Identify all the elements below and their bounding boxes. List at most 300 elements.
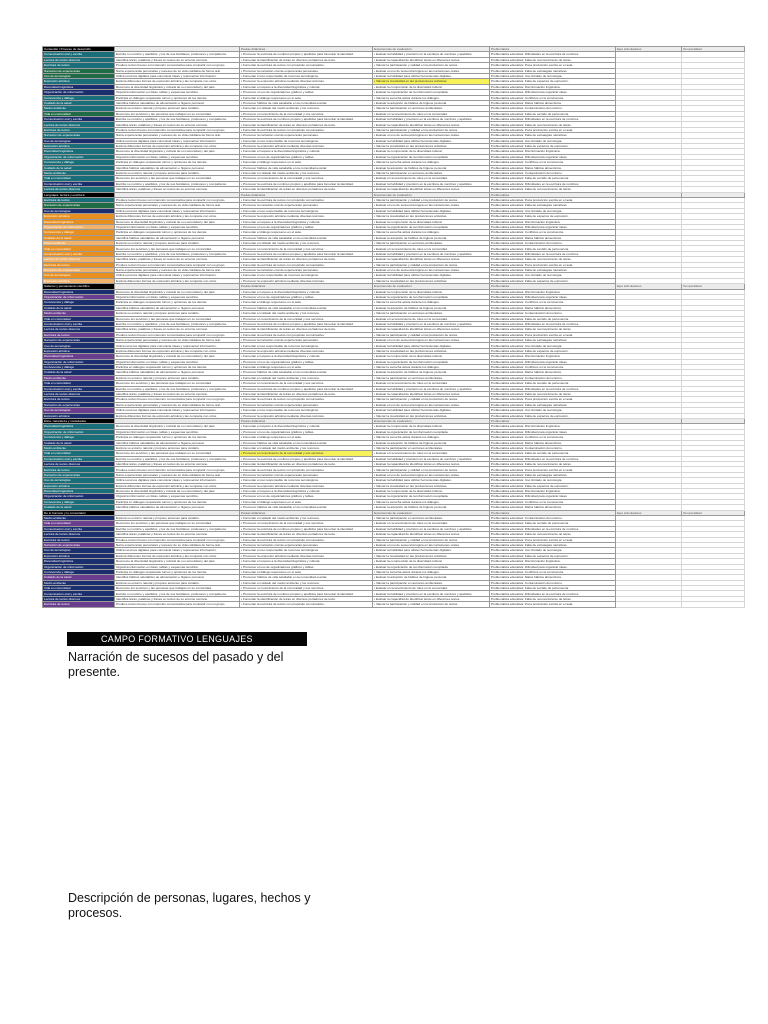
row-label: Uso de tecnologías [43, 208, 115, 213]
table-cell: Reconoce los servicios y las personas que trabajan en su comunidad. [115, 521, 240, 526]
table-cell: Organiza información en listas, tablas y esquemas sencillos. [115, 494, 240, 499]
table-cell: • Valorar la participación y calidad en la producción de textos. [373, 467, 490, 472]
table-cell: Organiza información en listas, tablas y esquemas sencillos. [115, 90, 240, 95]
row-label: Vida en comunidad [43, 111, 115, 116]
row-label: Cuidado de la salud [43, 370, 115, 375]
table-cell: Explora su entorno natural y propone acciones para cuidarlo. [115, 170, 240, 175]
table-cell: • Fomentar la escritura de textos con propósito comunicativo. [240, 197, 373, 202]
table-cell: • Fomentar la identificación de letras en diversos portadores de texto. [240, 187, 373, 192]
row-label: Uso de tecnologías [43, 343, 115, 348]
table-cell: • Fomentar el respeto a la diversidad lingüística y cultural. [240, 289, 373, 294]
row-label: Diversidad lingüística [43, 219, 115, 224]
table-cell: • Evaluar la habilidad y precisión en la escritura de nombres y apellidos. [373, 251, 490, 256]
row-label: Lectura de textos diversos [43, 122, 115, 127]
table-cell: Participa en diálogos respetando turnos y opiniones de los demás. [115, 365, 240, 370]
table-cell: Utiliza recursos digitales para comunicar ideas y representar información. [115, 138, 240, 143]
table-cell: • Evaluar la habilidad y precisión en la escritura de nombres y apellidos. [373, 52, 490, 57]
header-cell: Ejes articuladores [616, 47, 682, 52]
table-cell: • Promover la narración oral de experiencias personales. [240, 268, 373, 273]
table-cell: Problemática educativa: Poca producción escrita en el aula. [490, 262, 616, 267]
table-cell: Problemática educativa: Contaminación del entorno. [490, 445, 616, 450]
table-cell: Problemática educativa: Falta de sentido de pertenencia. [490, 586, 616, 591]
table-cell: Utiliza recursos digitales para comunicar ideas y representar información. [115, 73, 240, 78]
table-cell: Problemática educativa: Dificultades en la escritura de nombres. [490, 526, 616, 531]
table-cell: • Evaluar la comprensión de la diversidad cultural. [373, 489, 490, 494]
table-cell: Problemática educativa: Falta de sentido de pertenencia. [490, 176, 616, 181]
row-label: Medio ambiente [43, 241, 115, 246]
row-label: Escritura de textos [43, 63, 115, 68]
header-cell: Ejes articuladores [616, 510, 682, 515]
table-cell: Reconoce los servicios y las personas que trabajan en su comunidad. [115, 111, 240, 116]
table-cell: Explora diferentes formas de expresión artística y las comparte con otros. [115, 553, 240, 558]
row-label: Medio ambiente [43, 515, 115, 520]
table-cell: • Fomentar el respeto a la diversidad lingüística y cultural. [240, 559, 373, 564]
table-cell: Problemática educativa: Falta de espacios de expresión. [490, 483, 616, 488]
table-cell: • Evaluar la capacidad de identificar letras en diferentes textos. [373, 532, 490, 537]
table-cell: Explora su entorno natural y propone acciones para cuidarlo. [115, 375, 240, 380]
header-cell: Experiencias de evaluación [373, 510, 490, 515]
table-cell: Problemática educativa: Conflictos en la convivencia. [490, 95, 616, 100]
table-cell: Problemática educativa: Falta de estrategias narrativas. [490, 338, 616, 343]
row-label: Expresión artística [43, 483, 115, 488]
table-cell: • Fomentar el respeto a la diversidad lingüística y cultural. [240, 354, 373, 359]
row-label: Narración de experiencias [43, 203, 115, 208]
table-cell: • Promover la narración oral de experiencias personales. [240, 133, 373, 138]
table-cell: • Evaluar el uso de secuencia lógica en las narraciones orales. [373, 203, 490, 208]
table-cell: • Evaluar la comprensión de la diversidad cultural. [373, 149, 490, 154]
table-cell: Utiliza recursos digitales para comunicar ideas y representar información. [115, 208, 240, 213]
table-cell: Organiza información en listas, tablas y esquemas sencillos. [115, 564, 240, 569]
row-label: Cuidado de la salud [43, 305, 115, 310]
row-label: Organización de información [43, 224, 115, 229]
row-label: Lectura de textos diversos [43, 462, 115, 467]
table-cell: • Promover la escritura de nombres propios y apellidos para fomentar la identidad. [240, 251, 373, 256]
table-cell: • Evaluar el uso de secuencia lógica en las narraciones orales. [373, 542, 490, 547]
section-title: CAMPO FORMATIVO LENGUAJES [67, 632, 307, 646]
table-cell: • Evaluar la adopción de hábitos de higiene personal. [373, 370, 490, 375]
row-label: Comunicación oral y escrita [43, 591, 115, 596]
table-cell: Problemática educativa: Discriminación lingüística. [490, 559, 616, 564]
table-cell: • Valorar la escucha activa durante los diálogos. [373, 160, 490, 165]
table-cell: • Evaluar el reconocimiento de roles en la comunidad. [373, 176, 490, 181]
table-cell: • Fomentar el diálogo respetuoso en el aula. [240, 95, 373, 100]
row-label: Narración de experiencias [43, 68, 115, 73]
table-cell: • Evaluar la habilidad y precisión en la escritura de nombres y apellidos. [373, 591, 490, 596]
row-label: Vida en comunidad [43, 586, 115, 591]
table-cell: Problemática educativa: Malos hábitos alimenticios. [490, 235, 616, 240]
table-cell: • Valorar la creatividad en las producciones artísticas. [373, 144, 490, 149]
row-label: Organización de información [43, 359, 115, 364]
table-cell: Problemática educativa: Falta de espacios de expresión. [490, 413, 616, 418]
table-cell: • Evaluar la comprensión de la diversidad cultural. [373, 559, 490, 564]
row-label: Comunicación oral y escrita [43, 251, 115, 256]
table-cell: Escribe su nombre y apellidos, y los de sus familiares, profesores y compañeros. [115, 526, 240, 531]
table-cell: • Evaluar la adopción de hábitos de higiene personal. [373, 100, 490, 105]
curriculum-table [42, 46, 745, 608]
row-label: Comunicación oral y escrita [43, 526, 115, 531]
table-cell: Problemática educativa: Contaminación del entorno. [490, 580, 616, 585]
table-cell: Problemática educativa: Falta de sentido de pertenencia. [490, 246, 616, 251]
table-cell: • Fomentar el cuidado del medio ambiente y los recursos. [240, 375, 373, 380]
table-cell: Explora su entorno natural y propone acciones para cuidarlo. [115, 311, 240, 316]
table-cell: • Fomentar el uso responsable de recursos tecnológicos. [240, 138, 373, 143]
table-cell: • Fomentar el cuidado del medio ambiente y los recursos. [240, 515, 373, 520]
table-cell: • Fomentar el cuidado del medio ambiente y los recursos. [240, 241, 373, 246]
caption-description: Descripción de personas, lugares, hechos y procesos. [68, 891, 311, 920]
table-cell: Problemática educativa: Dificultades en la escritura de nombres. [490, 386, 616, 391]
row-label: Comunicación oral y escrita [43, 456, 115, 461]
table-cell: • Valorar la creatividad en las producciones artísticas. [373, 483, 490, 488]
table-cell: Produce textos breves con intención comunicativa para compartir con su grupo. [115, 262, 240, 267]
table-cell: Problemática educativa: Conflictos en la convivencia. [490, 230, 616, 235]
table-cell: Organiza información en listas, tablas y esquemas sencillos. [115, 154, 240, 159]
header-cell: Experiencias de evaluación [373, 284, 490, 289]
row-label: Vida en comunidad [43, 316, 115, 321]
row-label: Medio ambiente [43, 375, 115, 380]
row-label: Organización de información [43, 90, 115, 95]
row-label: Organización de información [43, 429, 115, 434]
table-cell: • Fomentar el respeto a la diversidad lingüística y cultural. [240, 219, 373, 224]
table-cell: • Valorar la creatividad en las producciones artísticas. [373, 214, 490, 219]
row-label: Cuidado de la salud [43, 440, 115, 445]
header-cell: Experiencias de evaluación [373, 47, 490, 52]
row-label: Narración de experiencias [43, 472, 115, 477]
row-label: Escritura de textos [43, 197, 115, 202]
table-cell: Explora su entorno natural y propone acciones para cuidarlo. [115, 445, 240, 450]
table-cell: • Evaluar la organización de la información recopilada. [373, 294, 490, 299]
row-label: Diversidad lingüística [43, 424, 115, 429]
table-cell: • Fomentar la identificación de letras en diversos portadores de texto. [240, 532, 373, 537]
table-cell: Problemática educativa: Falta de espacios de expresión. [490, 214, 616, 219]
table-cell: Reconoce los servicios y las personas que trabajan en su comunidad. [115, 586, 240, 591]
table-cell: Problemática educativa: Falta de espacios de expresión. [490, 553, 616, 558]
table-cell: Problemática educativa: Malos hábitos alimenticios. [490, 370, 616, 375]
table-cell: • Promover la escritura de nombres propios y apellidos para fomentar la identidad. [240, 386, 373, 391]
row-label: Escritura de textos [43, 127, 115, 132]
table-cell: Identifica hábitos saludables de alimentación e higiene personal. [115, 505, 240, 510]
table-cell: • Promover la expresión artística mediante diversas técnicas. [240, 483, 373, 488]
table-cell: Escribe su nombre y apellidos, y los de sus familiares, profesores y compañeros. [115, 181, 240, 186]
row-label: Escritura de textos [43, 537, 115, 542]
table-cell: • Evaluar la adopción de hábitos de higiene personal. [373, 505, 490, 510]
table-cell: • Fomentar la escritura de textos con propósito comunicativo. [240, 602, 373, 607]
table-cell: • Promover el uso de organizadores gráficos y tablas. [240, 294, 373, 299]
table-cell: • Promover la expresión artística mediante diversas técnicas. [240, 278, 373, 283]
table-cell: Problemática educativa: Malos hábitos alimenticios. [490, 505, 616, 510]
table-cell: • Evaluar la habilidad y precisión en la escritura de nombres y apellidos. [373, 117, 490, 122]
table-cell: • Fomentar el uso responsable de recursos tecnológicos. [240, 548, 373, 553]
table-cell: • Fomentar la escritura de textos con propósito comunicativo. [240, 332, 373, 337]
table-cell: Problemática educativa: Malos hábitos alimenticios. [490, 165, 616, 170]
table-cell: Escribe su nombre y apellidos, y los de sus familiares, profesores y compañeros. [115, 52, 240, 57]
row-label: Organización de información [43, 154, 115, 159]
header-cell: Temporalidad [682, 47, 745, 52]
table-cell: Problemática educativa: Dificultad para organizar ideas. [490, 294, 616, 299]
table-cell: • Valorar la creatividad en las producciones artísticas. [373, 348, 490, 353]
table-cell: • Evaluar la capacidad de identificar letras en diferentes textos. [373, 392, 490, 397]
curriculum-table-body [43, 47, 745, 608]
table-cell: • Valorar la creatividad en las producciones artísticas. [373, 278, 490, 283]
table-cell: • Promover la expresión artística mediante diversas técnicas. [240, 79, 373, 84]
table-cell: Produce textos breves con intención comunicativa para compartir con su grupo. [115, 197, 240, 202]
table-cell: • Promover la narración oral de experiencias personales. [240, 542, 373, 547]
row-label: Convivencia y diálogo [43, 300, 115, 305]
table-cell: Problemática educativa: Dificultades en la escritura de nombres. [490, 52, 616, 57]
table-cell: • Fomentar el respeto a la diversidad lingüística y cultural. [240, 149, 373, 154]
table-cell: • Fomentar el diálogo respetuoso en el aula. [240, 160, 373, 165]
table-cell: Problemática educativa: Conflictos en la convivencia. [490, 569, 616, 574]
table-cell: Narra experiencias personales y sucesos de su vida cotidiana de forma oral. [115, 542, 240, 547]
table-cell: • Evaluar la habilidad para utilizar herramientas digitales. [373, 548, 490, 553]
table-cell: • Valorar la participación en acciones ambientales. [373, 580, 490, 585]
row-label: Lectura de textos diversos [43, 532, 115, 537]
header-cell: Temporalidad [682, 510, 745, 515]
table-cell: Participa en diálogos respetando turnos y opiniones de los demás. [115, 300, 240, 305]
table-cell: Problemática educativa: Uso limitado de tecnología. [490, 208, 616, 213]
table-cell: • Fomentar el cuidado del medio ambiente y los recursos. [240, 170, 373, 175]
table-cell: Identifica letras, palabras y frases en textos de su entorno cercano. [115, 257, 240, 262]
table-cell: • Valorar la creatividad en las producciones artísticas. [373, 413, 490, 418]
table-cell: Problemática educativa: Conflictos en la convivencia. [490, 365, 616, 370]
table-cell: Identifica letras, palabras y frases en textos de su entorno cercano. [115, 532, 240, 537]
table-cell: Produce textos breves con intención comunicativa para compartir con su grupo. [115, 332, 240, 337]
table-cell: Problemática educativa: Contaminación del entorno. [490, 170, 616, 175]
table-cell: Problemática educativa: Falta de sentido de pertenencia. [490, 316, 616, 321]
table-cell: Problemática educativa: Falta de espacios de expresión. [490, 348, 616, 353]
table-cell: Participa en diálogos respetando turnos y opiniones de los demás. [115, 569, 240, 574]
table-cell: Produce textos breves con intención comunicativa para compartir con su grupo. [115, 127, 240, 132]
row-label: Expresión artística [43, 214, 115, 219]
row-label: Uso de tecnologías [43, 138, 115, 143]
table-cell: • Fomentar la escritura de textos con propósito comunicativo. [240, 537, 373, 542]
table-cell: • Promover hábitos de vida saludable en la comunidad escolar. [240, 305, 373, 310]
row-label: Uso de tecnologías [43, 548, 115, 553]
table-cell: Reconoce la diversidad lingüística y cultural de su comunidad y del país. [115, 219, 240, 224]
table-cell: Explora diferentes formas de expresión artística y las comparte con otros. [115, 144, 240, 149]
table-cell: Problemática educativa: Falta de reconocimiento de letras. [490, 257, 616, 262]
table-cell: • Fomentar el uso responsable de recursos tecnológicos. [240, 343, 373, 348]
table-cell: • Valorar la creatividad en las producciones artísticas. [373, 553, 490, 558]
table-cell: Problemática educativa: Contaminación del entorno. [490, 106, 616, 111]
table-cell: Participa en diálogos respetando turnos y opiniones de los demás. [115, 435, 240, 440]
row-label: Convivencia y diálogo [43, 435, 115, 440]
table-cell: • Valorar la participación y calidad en la producción de textos. [373, 127, 490, 132]
block-label: Ética, naturaleza y sociedades [43, 418, 115, 423]
table-cell: Problemática educativa: Dificultad para organizar ideas. [490, 494, 616, 499]
table-cell: • Promover la narración oral de experiencias personales. [240, 203, 373, 208]
table-cell: • Valorar la participación en acciones ambientales. [373, 375, 490, 380]
table-cell: • Evaluar la habilidad para utilizar herramientas digitales. [373, 73, 490, 78]
table-cell: Identifica letras, palabras y frases en textos de su entorno cercano. [115, 327, 240, 332]
table-cell: Problemática educativa: Malos hábitos alimenticios. [490, 100, 616, 105]
row-label: Vida en comunidad [43, 451, 115, 456]
table-cell: • Fomentar el uso responsable de recursos tecnológicos. [240, 478, 373, 483]
table-cell: Participa en diálogos respetando turnos y opiniones de los demás. [115, 230, 240, 235]
row-label: Escritura de textos [43, 467, 115, 472]
row-label: Cuidado de la salud [43, 235, 115, 240]
table-cell: • Evaluar la organización de la información recopilada. [373, 154, 490, 159]
table-cell: Escribe su nombre y apellidos, y los de sus familiares, profesores y compañeros. [115, 321, 240, 326]
table-cell: • Fomentar el respeto a la diversidad lingüística y cultural. [240, 84, 373, 89]
row-label: Escritura de textos [43, 397, 115, 402]
table-cell: • Fomentar el diálogo respetuoso en el aula. [240, 230, 373, 235]
table-cell: • Evaluar el uso de secuencia lógica en las narraciones orales. [373, 402, 490, 407]
row-label: Convivencia y diálogo [43, 569, 115, 574]
row-label: Medio ambiente [43, 106, 115, 111]
table-cell: • Evaluar la organización de la información recopilada. [373, 359, 490, 364]
table-cell: Problemática educativa: Poca producción escrita en el aula. [490, 63, 616, 68]
row-label: Cuidado de la salud [43, 165, 115, 170]
row-label: Diversidad lingüística [43, 84, 115, 89]
table-cell: • Fomentar la escritura de textos con propósito comunicativo. [240, 262, 373, 267]
row-label: Medio ambiente [43, 311, 115, 316]
row-label: Expresión artística [43, 413, 115, 418]
row-label: Narración de experiencias [43, 338, 115, 343]
row-label: Uso de tecnologías [43, 73, 115, 78]
table-cell: Escribe su nombre y apellidos, y los de sus familiares, profesores y compañeros. [115, 591, 240, 596]
table-cell: Problemática educativa: Malos hábitos alimenticios. [490, 305, 616, 310]
table-cell: Problemática educativa: Falta de espacios de expresión. [490, 278, 616, 283]
table-cell: Produce textos breves con intención comunicativa para compartir con su grupo. [115, 63, 240, 68]
table-cell: Problemática educativa: Falta de reconocimiento de letras. [490, 327, 616, 332]
row-label: Narración de experiencias [43, 268, 115, 273]
table-cell: • Valorar la participación y calidad en la producción de textos. [373, 197, 490, 202]
table-cell: Identifica letras, palabras y frases en textos de su entorno cercano. [115, 596, 240, 601]
table-cell: Problemática educativa: Contaminación del entorno. [490, 375, 616, 380]
table-cell: • Valorar la participación y calidad en la producción de textos. [373, 332, 490, 337]
table-cell: • Fomentar el uso responsable de recursos tecnológicos. [240, 208, 373, 213]
table-cell: Identifica letras, palabras y frases en textos de su entorno cercano. [115, 462, 240, 467]
row-label: Lectura de textos diversos [43, 596, 115, 601]
table-cell: Reconoce los servicios y las personas que trabajan en su comunidad. [115, 381, 240, 386]
table-cell: Problemática educativa: Falta de reconocimiento de letras. [490, 57, 616, 62]
table-cell: • Promover la escritura de nombres propios y apellidos para fomentar la identidad. [240, 591, 373, 596]
table-cell: • Promover la escritura de nombres propios y apellidos para fomentar la identidad. [240, 117, 373, 122]
table-cell: Problemática educativa: Dificultades en la escritura de nombres. [490, 456, 616, 461]
table-cell: Problemática educativa: Uso limitado de tecnología. [490, 408, 616, 413]
table-cell: Escribe su nombre y apellidos, y los de sus familiares, profesores y compañeros. [115, 251, 240, 256]
caption-narration: Narración de sucesos del pasado y del presente. [68, 650, 284, 679]
table-cell: Problemática educativa: Poca producción escrita en el aula. [490, 397, 616, 402]
table-cell: Narra experiencias personales y sucesos de su vida cotidiana de forma oral. [115, 133, 240, 138]
table-cell: • Evaluar la habilidad para utilizar herramientas digitales. [373, 273, 490, 278]
table-cell: Reconoce los servicios y las personas que trabajan en su comunidad. [115, 316, 240, 321]
table-cell: • Evaluar la capacidad de identificar letras en diferentes textos. [373, 122, 490, 127]
row-label: Diversidad lingüística [43, 149, 115, 154]
table-cell: Explora diferentes formas de expresión artística y las comparte con otros. [115, 79, 240, 84]
table-cell: Problemática educativa: Uso limitado de tecnología. [490, 548, 616, 553]
table-cell: Identifica letras, palabras y frases en textos de su entorno cercano. [115, 187, 240, 192]
header-cell: Pautas didácticas [240, 284, 373, 289]
table-cell: • Fomentar la identificación de letras en diversos portadores de texto. [240, 596, 373, 601]
table-cell: Organiza información en listas, tablas y esquemas sencillos. [115, 429, 240, 434]
header-cell: Pautas didácticas [240, 192, 373, 197]
table-cell: Reconoce la diversidad lingüística y cultural de su comunidad y del país. [115, 559, 240, 564]
table-cell: • Valorar la participación y calidad en la producción de textos. [373, 63, 490, 68]
table-cell: Organiza información en listas, tablas y esquemas sencillos. [115, 294, 240, 299]
table-cell: Reconoce la diversidad lingüística y cultural de su comunidad y del país. [115, 149, 240, 154]
table-cell: Produce textos breves con intención comunicativa para compartir con su grupo. [115, 602, 240, 607]
row-label: Expresión artística [43, 79, 115, 84]
table-cell: Problemática educativa: Uso limitado de tecnología. [490, 138, 616, 143]
table-cell: Identifica letras, palabras y frases en textos de su entorno cercano. [115, 392, 240, 397]
table-cell: • Evaluar la habilidad y precisión en la escritura de nombres y apellidos. [373, 386, 490, 391]
table-cell: • Fomentar el respeto a la diversidad lingüística y cultural. [240, 424, 373, 429]
table-cell: Problemática educativa: Falta de estrategias narrativas. [490, 268, 616, 273]
table-cell: • Fomentar el diálogo respetuoso en el aula. [240, 300, 373, 305]
table-cell: • Promover hábitos de vida saludable en la comunidad escolar. [240, 575, 373, 580]
row-label: Lectura de textos diversos [43, 257, 115, 262]
table-cell: • Promover el uso de organizadores gráficos y tablas. [240, 154, 373, 159]
table-cell: • Evaluar el uso de secuencia lógica en las narraciones orales. [373, 268, 490, 273]
table-cell: • Evaluar la comprensión de la diversidad cultural. [373, 219, 490, 224]
table-cell: Problemática educativa: Conflictos en la convivencia. [490, 435, 616, 440]
table-cell: • Valorar la escucha activa durante los diálogos. [373, 499, 490, 504]
table-cell: Problemática educativa: Discriminación lingüística. [490, 289, 616, 294]
table-cell: • Fomentar la identificación de letras en diversos portadores de texto. [240, 257, 373, 262]
table-cell: • Valorar la escucha activa durante los diálogos. [373, 435, 490, 440]
table-cell: • Evaluar la capacidad de identificar letras en diferentes textos. [373, 257, 490, 262]
table-cell: • Evaluar la habilidad para utilizar herramientas digitales. [373, 343, 490, 348]
table-cell: Explora su entorno natural y propone acciones para cuidarlo. [115, 106, 240, 111]
header-cell: Pautas didácticas [240, 47, 373, 52]
table-cell: Produce textos breves con intención comunicativa para compartir con su grupo. [115, 467, 240, 472]
table-cell: Reconoce los servicios y las personas que trabajan en su comunidad. [115, 246, 240, 251]
row-label: Comunicación oral y escrita [43, 321, 115, 326]
table-cell: Explora diferentes formas de expresión artística y las comparte con otros. [115, 278, 240, 283]
row-label: Comunicación oral y escrita [43, 386, 115, 391]
table-cell: • Fomentar la identificación de letras en diversos portadores de texto. [240, 327, 373, 332]
table-cell: • Valorar la escucha activa durante los diálogos. [373, 95, 490, 100]
table-cell: Problemática educativa: Dificultades en la escritura de nombres. [490, 117, 616, 122]
table-cell: • Valorar la participación en acciones ambientales. [373, 445, 490, 450]
table-cell: • Fomentar la identificación de letras en diversos portadores de texto. [240, 122, 373, 127]
row-label: Uso de tecnologías [43, 408, 115, 413]
row-label: Comunicación oral y escrita [43, 52, 115, 57]
table-cell: • Evaluar la adopción de hábitos de higiene personal. [373, 575, 490, 580]
row-label: Expresión artística [43, 278, 115, 283]
table-cell: • Promover la narración oral de experiencias personales. [240, 472, 373, 477]
table-cell: • Fomentar el cuidado del medio ambiente y los recursos. [240, 580, 373, 585]
row-label: Vida en comunidad [43, 176, 115, 181]
table-cell: • Evaluar la habilidad y precisión en la escritura de nombres y apellidos. [373, 181, 490, 186]
table-cell: • Promover hábitos de vida saludable en la comunidad escolar. [240, 235, 373, 240]
header-cell: Experiencias de evaluación [373, 418, 490, 423]
table-cell: Identifica hábitos saludables de alimentación e higiene personal. [115, 370, 240, 375]
row-label: Medio ambiente [43, 580, 115, 585]
table-cell: • Valorar la creatividad en las producciones artísticas. [373, 79, 490, 84]
row-label: Diversidad lingüística [43, 289, 115, 294]
table-cell: • Fomentar el cuidado del medio ambiente y los recursos. [240, 311, 373, 316]
table-cell: Problemática educativa: Dificultad para organizar ideas. [490, 154, 616, 159]
table-cell: • Fomentar el diálogo respetuoso en el aula. [240, 365, 373, 370]
table-cell: • Promover el conocimiento de la comunidad y sus servicios. [240, 246, 373, 251]
table-cell: Problemática educativa: Conflictos en la convivencia. [490, 499, 616, 504]
table-cell: Reconoce la diversidad lingüística y cultural de su comunidad y del país. [115, 354, 240, 359]
table-cell: • Promover el uso de organizadores gráficos y tablas. [240, 494, 373, 499]
table-cell: Escribe su nombre y apellidos, y los de sus familiares, profesores y compañeros. [115, 456, 240, 461]
table-cell: • Fomentar el diálogo respetuoso en el aula. [240, 569, 373, 574]
row-label: Uso de tecnologías [43, 273, 115, 278]
table-cell: • Fomentar el cuidado del medio ambiente y los recursos. [240, 445, 373, 450]
table-cell: Explora su entorno natural y propone acciones para cuidarlo. [115, 580, 240, 585]
table-cell: Problemática educativa: Discriminación lingüística. [490, 424, 616, 429]
row-label: Diversidad lingüística [43, 559, 115, 564]
table-cell: • Fomentar el uso responsable de recursos tecnológicos. [240, 273, 373, 278]
table-cell: Identifica hábitos saludables de alimentación e higiene personal. [115, 440, 240, 445]
table-cell: • Evaluar la capacidad de identificar letras en diferentes textos. [373, 327, 490, 332]
table-cell: Utiliza recursos digitales para comunicar ideas y representar información. [115, 343, 240, 348]
